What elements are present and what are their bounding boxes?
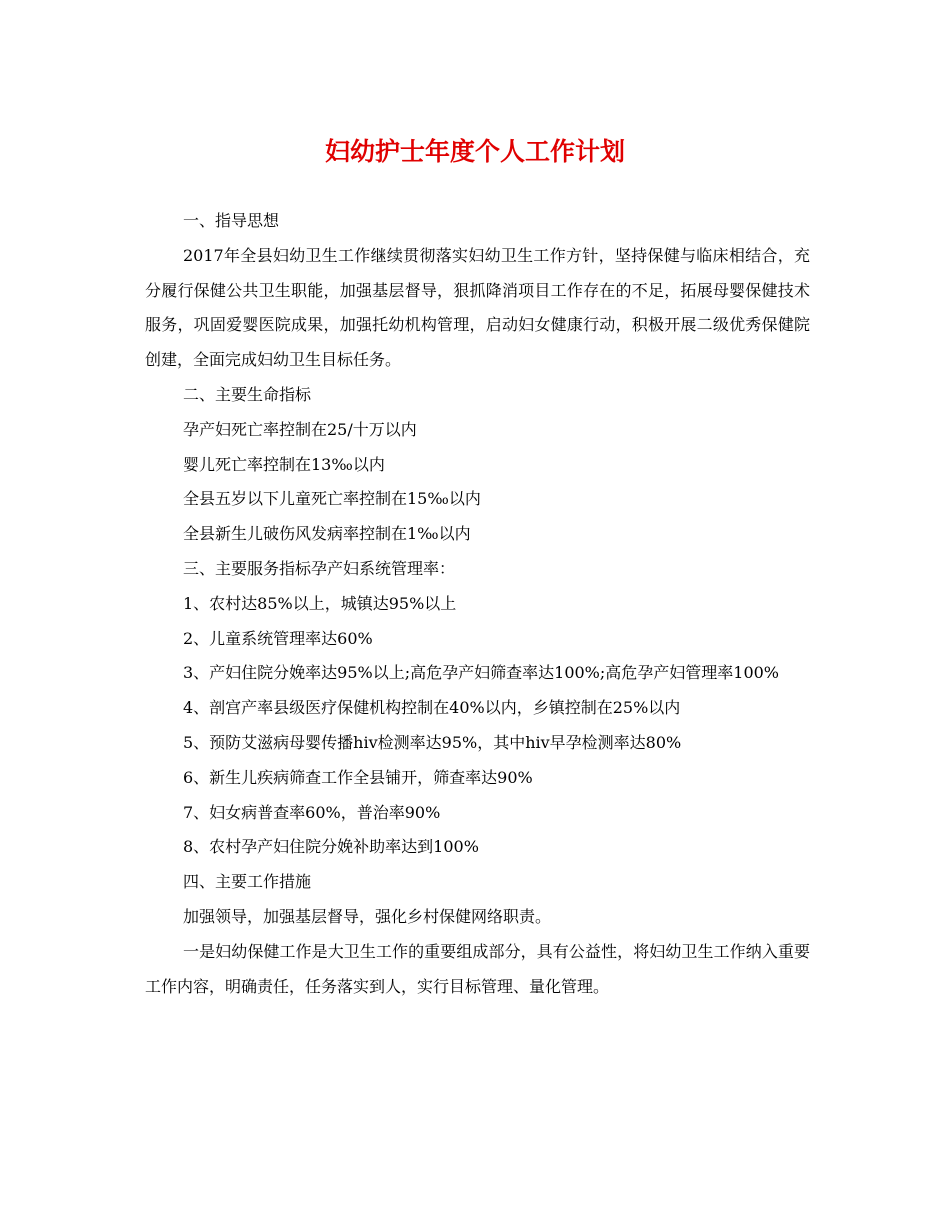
paragraph-guiding-ideology: 2017年全县妇幼卫生工作继续贯彻落实妇幼卫生工作方针，坚持保健与临床相结合，充分履行保健公共卫生职能，加强基层督导，狠抓降消项目工作存在的不足，拓展母婴保健技术服务，巩固爱婴医院成果，加强托幼机构管理，启动妇女健康行动，积极开展二级优秀保健院创建，全面完成妇幼卫生目标任务。 <box>145 245 810 370</box>
heading-guiding-ideology: 一、指导思想 <box>183 211 280 230</box>
document-title: 妇幼护士年度个人工作计划 <box>324 137 625 166</box>
paragraph-leadership: 加强领导，加强基层督导，强化乡村保健网络职责。 <box>183 906 552 926</box>
indicator-under-five-mortality: 全县五岁以下儿童死亡率控制在15‰以内 <box>183 489 481 509</box>
paragraph-measure-one: 一是妇幼保健工作是大卫生工作的重要组成部分，具有公益性，将妇幼卫生工作纳入重要工作内容，明确责任，任务落实到人，实行目标管理、量化管理。 <box>145 941 810 996</box>
service-item-1: 1、农村达85%以上，城镇达95%以上 <box>183 593 457 613</box>
heading-service-indicators: 三、主要服务指标孕产妇系统管理率： <box>183 558 456 578</box>
indicator-infant-mortality: 婴儿死亡率控制在13‰以内 <box>183 454 385 474</box>
document-body <box>145 204 810 1004</box>
indicator-maternal-mortality: 孕产妇死亡率控制在25/十万以内 <box>183 419 417 439</box>
service-item-8: 8、农村孕产妇住院分娩补助率达到100% <box>183 837 479 857</box>
heading-work-measures: 四、主要工作措施 <box>183 872 312 892</box>
service-item-7: 7、妇女病普查率60%，普治率90% <box>183 802 441 822</box>
indicator-neonatal-tetanus: 全县新生儿破伤风发病率控制在1‰以内 <box>183 524 471 544</box>
service-item-6: 6、新生儿疾病筛查工作全县铺开，筛查率达90% <box>183 767 533 787</box>
service-item-5: 5、预防艾滋病母婴传播hiv检测率达95%，其中hiv早孕检测率达80% <box>183 732 682 752</box>
service-item-3: 3、产妇住院分娩率达95%以上;高危孕产妇筛查率达100%;高危孕产妇管理率100% <box>183 663 780 683</box>
heading-life-indicators: 二、主要生命指标 <box>183 384 312 404</box>
service-item-4: 4、剖宫产率县级医疗保健机构控制在40%以内，乡镇控制在25%以内 <box>183 698 681 718</box>
service-item-2: 2、儿童系统管理率达60% <box>183 628 373 648</box>
